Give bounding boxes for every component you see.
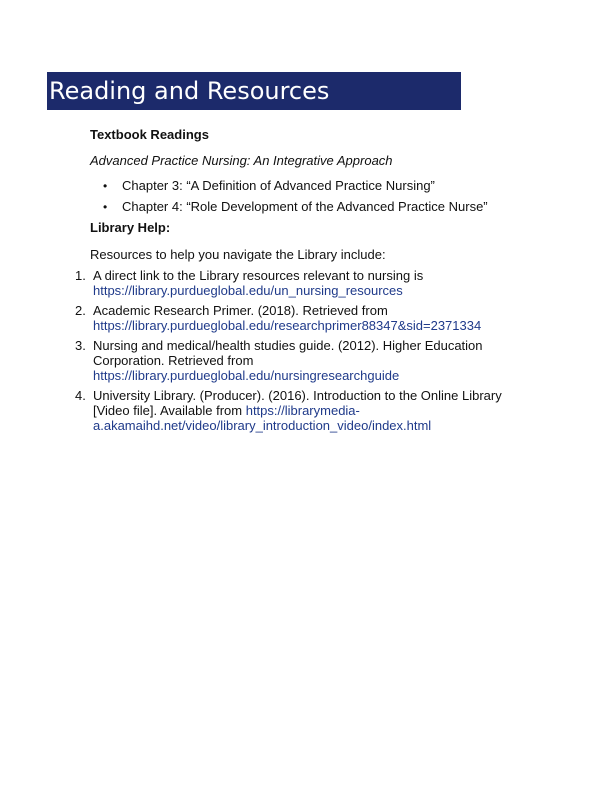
item-number: 1. [75,268,86,283]
resource-text: Academic Research Primer. (2018). Retrieved from [93,303,388,318]
chapter-item [100,178,488,194]
library-intro: Resources to help you navigate the Library include: [90,247,386,262]
chapter-text: Chapter 3: “A Definition of Advanced Practice Nursing” [122,178,435,193]
resource-link[interactable]: https://library.purdueglobal.edu/researchprimer88347&sid=2371334 [93,318,482,333]
bullet-icon: • [103,179,108,193]
resource-text: University Library. (Producer). (2016). Introduction to the Online Library [Video file]. Available from [93,388,502,418]
textbook-title: Advanced Practice Nursing: An Integrative Approach [90,153,393,168]
resource-text: A direct link to the Library resources relevant to nursing is [93,268,424,283]
bullet-icon: • [103,200,108,214]
item-number: 2. [75,303,86,318]
resource-item [75,388,535,433]
resource-link[interactable]: https://library.purdueglobal.edu/nursingresearchguide [93,368,400,383]
resource-link[interactable]: https://librarymedia-a.akamaihd.net/video/library_introduction_video/index.html [93,403,432,433]
resource-item [75,303,535,333]
page-title: Reading and Resources [49,77,330,105]
resource-list [75,268,535,438]
item-number: 4. [75,388,86,403]
resource-item [75,338,535,383]
chapter-list [100,178,488,220]
section-banner [47,72,461,110]
chapter-item [100,199,488,215]
library-help-heading: Library Help: [90,220,171,235]
resource-item [75,268,535,298]
textbook-readings-heading: Textbook Readings [90,127,209,142]
resource-text: Nursing and medical/health studies guide. (2012). Higher Education Corporation. Retrieved from [93,338,483,368]
resource-link[interactable]: https://library.purdueglobal.edu/un_nursing_resources [93,283,403,298]
item-number: 3. [75,338,86,353]
chapter-text: Chapter 4: “Role Development of the Advanced Practice Nurse” [122,199,488,214]
